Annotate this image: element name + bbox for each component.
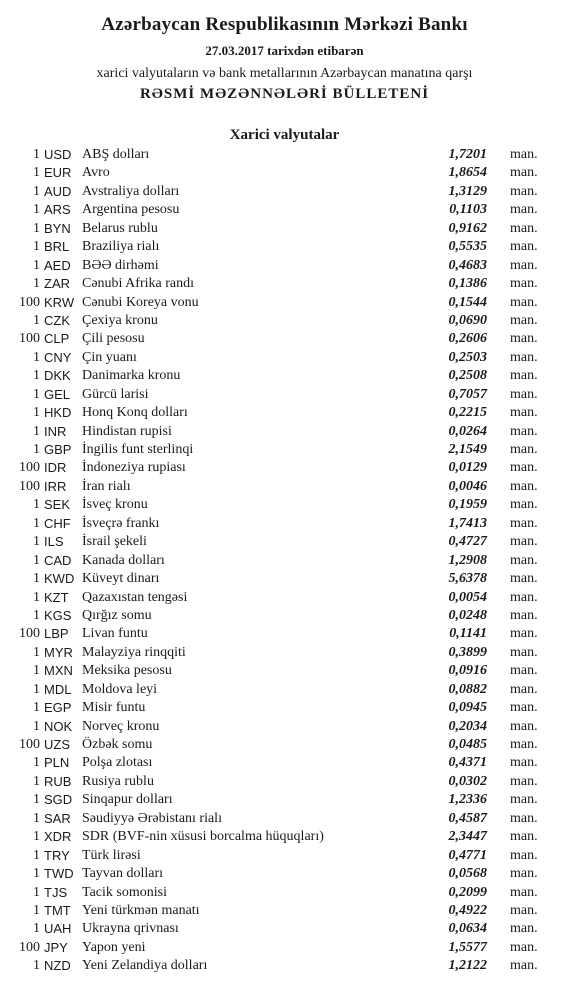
currency-code-cell: GBP <box>44 442 72 457</box>
table-row <box>0 939 569 957</box>
amount-cell: 100 <box>19 626 40 642</box>
currency-code-cell: RUB <box>44 773 72 789</box>
currency-name-cell: Argentina pesosu <box>82 202 180 218</box>
amount-cell: 1 <box>33 405 40 421</box>
currency-name-cell: Belarus rublu <box>82 220 158 236</box>
currency-code-cell: JPY <box>44 939 68 955</box>
rate-cell: 0,0916 <box>448 663 487 679</box>
table-row <box>0 294 569 312</box>
currency-name-cell: ABŞ dolları <box>82 147 150 162</box>
currency-name-cell: Malayziya rinqqiti <box>82 644 186 660</box>
table-row <box>0 662 569 680</box>
amount-cell: 1 <box>33 349 40 365</box>
currency-name-cell: İngilis funt sterlinqi <box>82 442 194 457</box>
amount-cell: 1 <box>33 681 40 697</box>
unit-cell: man. <box>510 755 538 771</box>
rate-cell: 0,0248 <box>448 607 487 623</box>
amount-cell: 1 <box>33 386 40 402</box>
amount-cell: 1 <box>33 147 40 162</box>
currency-name-cell: İsveçrə frankı <box>82 515 160 531</box>
amount-cell: 1 <box>33 442 40 457</box>
table-row <box>0 330 569 348</box>
amount-cell: 1 <box>33 902 40 918</box>
amount-cell: 1 <box>33 497 40 513</box>
amount-cell: 1 <box>33 792 40 808</box>
unit-cell: man. <box>510 792 538 808</box>
currency-name-cell: Polşa zlotası <box>82 755 153 771</box>
rate-cell: 1,5577 <box>448 939 487 955</box>
amount-cell: 1 <box>33 423 40 439</box>
rate-cell: 1,3129 <box>448 183 487 199</box>
table-row <box>0 570 569 588</box>
rate-cell: 0,0690 <box>448 312 487 328</box>
rate-cell: 0,1103 <box>449 202 487 218</box>
currency-name-cell: BƏƏ dirhəmi <box>82 257 159 273</box>
rate-cell: 0,0046 <box>448 478 487 494</box>
table-row <box>0 257 569 275</box>
currency-name-cell: Avro <box>82 165 110 181</box>
table-row <box>0 736 569 754</box>
rate-cell: 0,0568 <box>448 866 487 882</box>
currency-name-cell: İndoneziya rupiası <box>82 460 186 476</box>
amount-cell: 1 <box>33 220 40 236</box>
unit-cell: man. <box>510 921 538 937</box>
currency-code-cell: CZK <box>44 312 70 328</box>
amount-cell: 1 <box>33 202 40 218</box>
amount-cell: 100 <box>19 939 40 955</box>
currency-name-cell: Çexiya kronu <box>82 312 158 328</box>
amount-cell: 1 <box>33 534 40 550</box>
amount-cell: 1 <box>33 515 40 531</box>
currency-name-cell: İsveç kronu <box>82 497 148 513</box>
unit-cell: man. <box>510 700 538 716</box>
table-row <box>0 496 569 514</box>
currency-code-cell: IDR <box>44 460 67 476</box>
currency-name-cell: Avstraliya dolları <box>82 183 180 199</box>
amount-cell: 1 <box>33 165 40 181</box>
table-row <box>0 533 569 551</box>
currency-code-cell: UZS <box>44 737 70 752</box>
rate-cell: 0,1959 <box>448 497 487 513</box>
unit-cell: man. <box>510 810 538 826</box>
currency-code-cell: IRR <box>44 478 67 494</box>
table-row <box>0 773 569 791</box>
currency-code-cell: AED <box>44 257 71 273</box>
unit-cell: man. <box>510 183 538 199</box>
amount-cell: 1 <box>33 183 40 199</box>
unit-cell: man. <box>510 607 538 623</box>
currency-code-cell: BYN <box>44 220 71 236</box>
rate-cell: 0,0264 <box>448 423 487 439</box>
currency-code-cell: TWD <box>44 866 74 882</box>
table-row <box>0 865 569 883</box>
currency-code-cell: SAR <box>44 810 71 826</box>
unit-cell: man. <box>510 220 538 236</box>
unit-cell: man. <box>510 589 538 605</box>
amount-cell: 1 <box>33 718 40 734</box>
rate-cell: 1,7413 <box>448 515 487 531</box>
amount-cell: 1 <box>33 589 40 605</box>
amount-cell: 1 <box>33 552 40 568</box>
rate-cell: 0,4727 <box>448 534 487 550</box>
unit-cell: man. <box>510 866 538 882</box>
unit-cell: man. <box>510 773 538 789</box>
currency-name-cell: Yeni türkmən manatı <box>82 902 200 918</box>
amount-cell: 1 <box>33 607 40 623</box>
currency-code-cell: NZD <box>44 958 71 974</box>
currency-code-cell: NOK <box>44 718 73 734</box>
date-line: 27.03.2017 tarixdən etibarən <box>205 43 364 58</box>
subtitle: xarici valyutaların və bank metallarının Azərbaycan manatına qarşı <box>96 66 473 81</box>
table-row <box>0 644 569 662</box>
currency-name-cell: Rusiya rublu <box>82 773 154 789</box>
rate-cell: 2,1549 <box>448 442 487 457</box>
unit-cell: man. <box>510 939 538 955</box>
currency-name-cell: Gürcü larisi <box>82 386 149 402</box>
table-row <box>0 275 569 293</box>
rate-cell: 0,5535 <box>448 239 487 255</box>
currency-name-cell: Ukrayna qrivnası <box>82 921 179 937</box>
rate-cell: 0,4587 <box>448 810 487 826</box>
unit-cell: man. <box>510 829 538 845</box>
currency-code-cell: UAH <box>44 921 72 937</box>
currency-code-cell: EUR <box>44 165 72 181</box>
amount-cell: 1 <box>33 239 40 255</box>
currency-code-cell: AUD <box>44 183 72 199</box>
table-row <box>0 515 569 533</box>
amount-cell: 1 <box>33 847 40 863</box>
table-row <box>0 681 569 699</box>
currency-name-cell: İran rialı <box>82 478 131 494</box>
currency-name-cell: Moldova leyi <box>82 681 158 697</box>
table-row <box>0 791 569 809</box>
currency-code-cell: SEK <box>44 497 71 513</box>
unit-cell: man. <box>510 165 538 181</box>
currency-code-cell: LBP <box>44 626 69 642</box>
currency-name-cell: Norveç kronu <box>82 718 160 734</box>
rate-cell: 0,2099 <box>448 884 487 900</box>
unit-cell: man. <box>510 349 538 365</box>
unit-cell: man. <box>510 276 538 292</box>
unit-cell: man. <box>510 147 538 162</box>
table-row <box>0 183 569 201</box>
table-row <box>0 404 569 422</box>
currency-name-cell: Braziliya rialı <box>82 239 160 255</box>
currency-name-cell: Livan funtu <box>82 626 148 642</box>
currency-code-cell: CAD <box>44 552 72 568</box>
rate-cell: 0,0054 <box>448 589 487 605</box>
unit-cell: man. <box>510 515 538 531</box>
currency-name-cell: Türk lirəsi <box>82 847 141 863</box>
currency-code-cell: MXN <box>44 663 73 679</box>
table-row <box>0 238 569 256</box>
currency-name-cell: Qırğız somu <box>82 607 152 623</box>
currency-name-cell: Küveyt dinarı <box>82 571 160 587</box>
currency-code-cell: PLN <box>44 755 70 771</box>
rate-cell: 0,2508 <box>448 368 487 384</box>
rate-cell: 1,2908 <box>448 552 487 568</box>
table-row <box>0 607 569 625</box>
amount-cell: 1 <box>33 773 40 789</box>
currency-name-cell: Səudiyyə Ərəbistanı rialı <box>82 810 222 826</box>
unit-cell: man. <box>510 644 538 660</box>
amount-cell: 1 <box>33 810 40 826</box>
currency-code-cell: USD <box>44 147 72 162</box>
amount-cell: 100 <box>19 460 40 476</box>
rate-cell: 0,9162 <box>448 220 487 236</box>
amount-cell: 100 <box>19 294 40 310</box>
rate-cell: 0,0882 <box>448 681 487 697</box>
table-row <box>0 957 569 975</box>
table-row <box>0 478 569 496</box>
unit-cell: man. <box>510 552 538 568</box>
table-row <box>0 220 569 238</box>
unit-cell: man. <box>510 902 538 918</box>
unit-cell: man. <box>510 958 538 974</box>
amount-cell: 1 <box>33 866 40 882</box>
currency-code-cell: CHF <box>44 515 71 531</box>
table-row <box>0 423 569 441</box>
amount-cell: 1 <box>33 755 40 771</box>
amount-cell: 100 <box>19 331 40 347</box>
rate-cell: 5,6378 <box>448 571 487 587</box>
amount-cell: 1 <box>33 368 40 384</box>
rate-cell: 1,2122 <box>448 958 487 974</box>
unit-cell: man. <box>510 626 538 642</box>
amount-cell: 1 <box>33 884 40 900</box>
currency-name-cell: Çin yuanı <box>82 349 137 365</box>
table-row <box>0 625 569 643</box>
unit-cell: man. <box>510 534 538 550</box>
table-row <box>0 441 569 459</box>
rate-cell: 0,2034 <box>448 718 487 734</box>
table-row <box>0 810 569 828</box>
currency-code-cell: KZT <box>44 589 69 605</box>
unit-cell: man. <box>510 737 538 752</box>
bulletin-title: RƏSMİ MƏZƏNNƏLƏRİ BÜLLETENİ <box>139 86 430 102</box>
unit-cell: man. <box>510 442 538 457</box>
currency-name-cell: Danimarka kronu <box>82 368 181 384</box>
unit-cell: man. <box>510 497 538 513</box>
currency-name-cell: Yeni Zelandiya dolları <box>82 958 208 974</box>
currency-name-cell: SDR (BVF-nin xüsusi borcalma hüquqları) <box>82 829 324 845</box>
rate-cell: 0,4683 <box>448 257 487 273</box>
unit-cell: man. <box>510 847 538 863</box>
table-row <box>0 920 569 938</box>
unit-cell: man. <box>510 423 538 439</box>
rate-cell: 1,8654 <box>448 165 487 181</box>
rate-cell: 0,3899 <box>448 644 487 660</box>
amount-cell: 1 <box>33 829 40 845</box>
rate-cell: 0,0129 <box>448 460 487 476</box>
section-title: Xarici valyutalar <box>229 127 340 143</box>
amount-cell: 100 <box>19 478 40 494</box>
currency-name-cell: Kanada dolları <box>82 552 165 568</box>
currency-code-cell: KWD <box>44 571 75 587</box>
currency-name-cell: Özbək somu <box>82 737 153 752</box>
currency-code-cell: TMT <box>44 902 71 918</box>
rate-cell: 0,2606 <box>448 331 487 347</box>
rate-cell: 0,7057 <box>448 386 487 402</box>
currency-name-cell: Yapon yeni <box>82 939 146 955</box>
currency-code-cell: MYR <box>44 644 73 660</box>
amount-cell: 1 <box>33 700 40 716</box>
table-row <box>0 459 569 477</box>
table-row <box>0 754 569 772</box>
currency-code-cell: ILS <box>44 534 64 550</box>
table-row <box>0 312 569 330</box>
currency-name-cell: Tayvan dolları <box>82 866 164 882</box>
unit-cell: man. <box>510 294 538 310</box>
currency-code-cell: ZAR <box>44 276 70 292</box>
unit-cell: man. <box>510 571 538 587</box>
table-row <box>0 589 569 607</box>
rates-table <box>0 146 569 976</box>
amount-cell: 1 <box>33 921 40 937</box>
rate-cell: 0,1386 <box>448 276 487 292</box>
currency-code-cell: EGP <box>44 700 72 716</box>
currency-code-cell: TJS <box>44 884 68 900</box>
amount-cell: 1 <box>33 276 40 292</box>
rate-cell: 0,1141 <box>449 626 487 642</box>
currency-code-cell: DKK <box>44 368 71 384</box>
currency-code-cell: CLP <box>44 331 70 347</box>
unit-cell: man. <box>510 331 538 347</box>
currency-name-cell: Meksika pesosu <box>82 663 172 679</box>
unit-cell: man. <box>510 405 538 421</box>
table-row <box>0 847 569 865</box>
table-row <box>0 884 569 902</box>
unit-cell: man. <box>510 478 538 494</box>
rate-cell: 0,4771 <box>448 847 487 863</box>
table-row <box>0 718 569 736</box>
table-row <box>0 828 569 846</box>
rate-cell: 0,2215 <box>448 405 487 421</box>
unit-cell: man. <box>510 239 538 255</box>
currency-name-cell: Qazaxıstan tengəsi <box>82 589 188 605</box>
table-row <box>0 699 569 717</box>
unit-cell: man. <box>510 386 538 402</box>
rate-cell: 0,4371 <box>448 755 487 771</box>
table-row <box>0 552 569 570</box>
unit-cell: man. <box>510 884 538 900</box>
rate-cell: 1,7201 <box>448 147 487 162</box>
amount-cell: 100 <box>19 737 40 752</box>
currency-code-cell: ARS <box>44 202 71 218</box>
table-row <box>0 164 569 182</box>
currency-name-cell: İsrail şekeli <box>82 534 147 550</box>
currency-code-cell: CNY <box>44 349 72 365</box>
unit-cell: man. <box>510 312 538 328</box>
rate-cell: 0,0634 <box>448 921 487 937</box>
amount-cell: 1 <box>33 663 40 679</box>
unit-cell: man. <box>510 663 538 679</box>
rate-cell: 0,1544 <box>448 294 487 310</box>
unit-cell: man. <box>510 202 538 218</box>
currency-code-cell: SGD <box>44 792 73 808</box>
currency-code-cell: TRY <box>44 847 70 863</box>
table-row <box>0 146 569 164</box>
currency-name-cell: Çili pesosu <box>82 331 145 347</box>
rate-cell: 0,0945 <box>448 700 487 716</box>
currency-name-cell: Tacik somonisi <box>82 884 167 900</box>
amount-cell: 1 <box>33 571 40 587</box>
bank-title: Azərbaycan Respublikasının Mərkəzi Bankı <box>101 14 468 35</box>
currency-code-cell: INR <box>44 423 67 439</box>
rate-cell: 0,0302 <box>448 773 487 789</box>
amount-cell: 1 <box>33 644 40 660</box>
currency-code-cell: KGS <box>44 607 72 623</box>
currency-name-cell: Cənubi Koreya vonu <box>82 294 199 310</box>
unit-cell: man. <box>510 460 538 476</box>
table-row <box>0 902 569 920</box>
amount-cell: 1 <box>33 312 40 328</box>
currency-code-cell: HKD <box>44 405 72 421</box>
currency-name-cell: Hindistan rupisi <box>82 423 172 439</box>
rate-cell: 0,0485 <box>448 737 487 752</box>
currency-name-cell: Misir funtu <box>82 700 146 716</box>
amount-cell: 1 <box>33 958 40 974</box>
currency-code-cell: KRW <box>44 294 75 310</box>
unit-cell: man. <box>510 681 538 697</box>
currency-name-cell: Cənubi Afrika randı <box>82 276 194 292</box>
rate-cell: 2,3447 <box>448 829 487 845</box>
currency-code-cell: MDL <box>44 681 72 697</box>
table-row <box>0 386 569 404</box>
unit-cell: man. <box>510 257 538 273</box>
table-row <box>0 349 569 367</box>
currency-name-cell: Honq Konq dolları <box>82 405 188 421</box>
table-row <box>0 201 569 219</box>
currency-code-cell: BRL <box>44 239 70 255</box>
rate-cell: 0,4922 <box>448 902 487 918</box>
currency-name-cell: Sinqapur dolları <box>82 792 173 808</box>
unit-cell: man. <box>510 718 538 734</box>
table-row <box>0 367 569 385</box>
currency-code-cell: GEL <box>44 386 71 402</box>
rate-cell: 0,2503 <box>448 349 487 365</box>
currency-code-cell: XDR <box>44 829 72 845</box>
unit-cell: man. <box>510 368 538 384</box>
rate-cell: 1,2336 <box>448 792 487 808</box>
amount-cell: 1 <box>33 257 40 273</box>
